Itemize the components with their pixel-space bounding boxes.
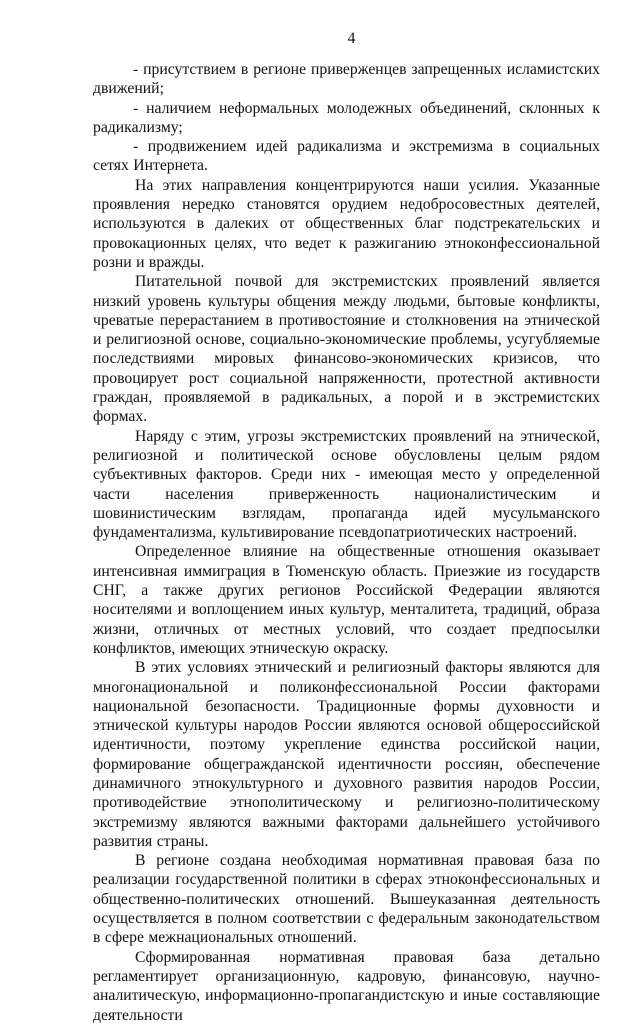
list-item-dash-1: - присутствием в регионе приверженцев запрещенных исламистских движений; xyxy=(93,61,600,98)
paragraph-subjective-factors: Наряду с этим, угрозы экстремистских проявлений на этнической, религиозной и политической основе обусловлены целым рядом субъективных факторов. Среди них - имеющая место у определенной части населения приверженность националистическим и шовинистическим взглядам, пропаганда идей мусульманского фундаментализма, культивирование псевдопатриотических настроений. xyxy=(93,427,600,542)
paragraph-immigration: Определенное влияние на общественные отношения оказывает интенсивная иммиграция в Тюменскую область. Приезжие из государств СНГ, а также других регионов Российской Федерации являются носителями и воплощением иных культур, менталитета, традиций, образа жизни, отличных от местных условий, что создает предпосылки конфликтов, имеющих этническую окраску. xyxy=(93,543,600,657)
paragraph-efforts: На этих направления концентрируются наши усилия. Указанные проявления нередко становятся орудием недобросовестных деятелей, используются в далеких от общественных благ подстрекательских и провокационных целях, что ведет к разжиганию этноконфессиональной розни и вражды. xyxy=(93,176,600,271)
paragraph-regulation: Сформированная нормативная правовая база детально регламентирует организационную, кадровую, финансовую, научно-аналитическую, информационно-пропагандистскую и иные составляющие деятельности xyxy=(93,948,600,1024)
list-item-dash-3: - продвижением идей радикализма и экстремизма в социальных сетях Интернета. xyxy=(93,138,600,175)
paragraph-national-security: В этих условиях этнический и религиозный факторы являются для многонациональной и поликонфессиональной России факторами национальной безопасности. Традиционные формы духовности и этнической культуры народов России являются основой общероссийской идентичности, поэтому укрепление единства российской нации, формирование общегражданской идентичности россиян, обеспечение динамичного этнокультурного и духовного развития народов России, противодействие этнополитическому и религиозно-политическому экстремизму являются важными факторами дальнейшего устойчивого развития страны. xyxy=(93,659,600,850)
list-item-dash-2: - наличием неформальных молодежных объединений, склонных к радикализму; xyxy=(93,99,600,136)
paragraph-legal-base: В регионе создана необходимая нормативная правовая база по реализации государственной политики в сферах этноконфессиональных и общественно-политических отношений. Вышеуказанная деятельность осуществляется в полном соответствии с федеральным законодательством в сфере межнациональных отношений. xyxy=(93,852,600,947)
page-number: 4 xyxy=(347,30,356,47)
paragraph-breeding-ground: Питательной почвой для экстремистских проявлений является низкий уровень культуры общения между людьми, бытовые конфликты, чреватые перерастанием в противостояние и столкновения на этнической и религиозной основе, социально-экономические проблемы, усугубляемые последствиями мировых финансово-экономических кризисов, что провоцирует рост социальной напряженности, протестной активности граждан, проявляемой в радикальных, а порой и в экстремистских формах. xyxy=(93,273,600,426)
